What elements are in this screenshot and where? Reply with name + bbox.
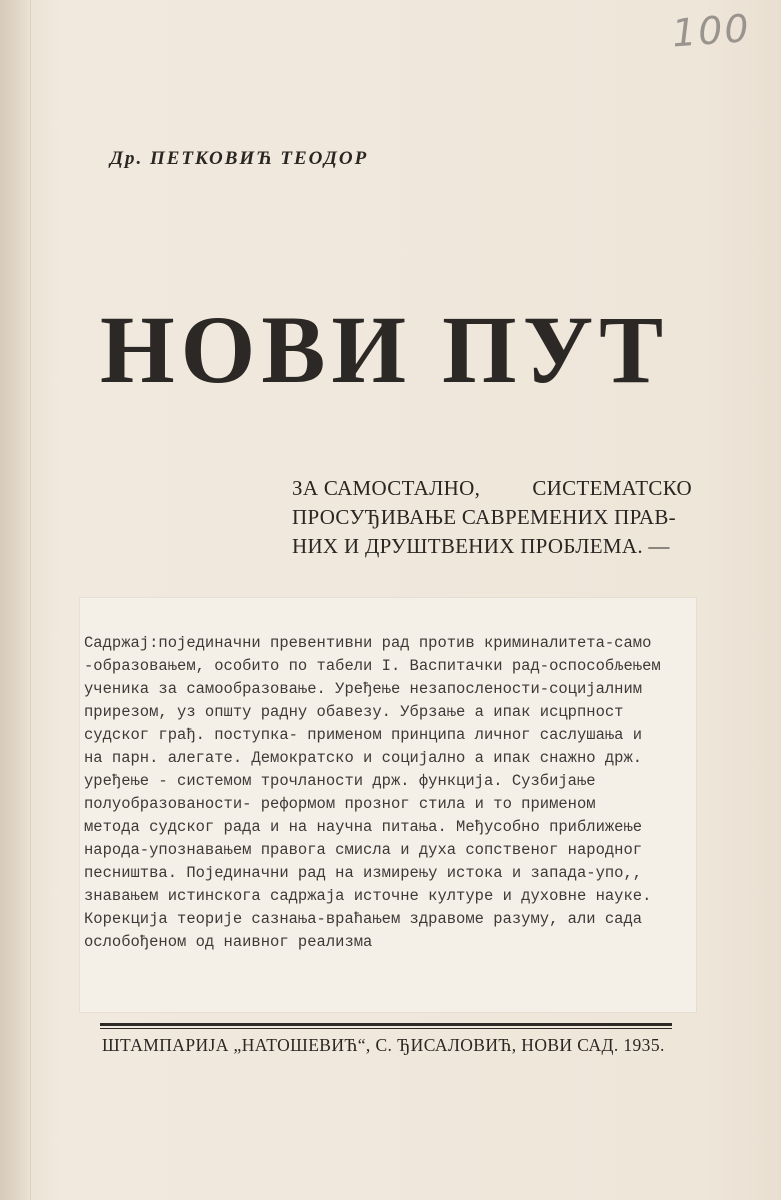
binding-edge — [0, 0, 31, 1200]
subtitle — [292, 474, 692, 564]
book-title: НОВИ ПУТ — [100, 296, 670, 403]
subtitle-line-1 — [292, 474, 692, 503]
contents-line: на парн. алегате. Демократско и социјално а ипак снажно држ. — [84, 749, 643, 767]
pasted-contents-slip — [80, 598, 696, 1012]
contents-line: -образовањем, особито по табели I. Васпитачки рад-оспособљењем — [84, 657, 661, 675]
contents-line: ученика за самообразовање. Уређење незапослености-социјалним — [84, 680, 643, 698]
contents-line: ослобођеном од наивног реализма — [84, 933, 373, 951]
contents-line: прирезом, уз општу радну обавезу. Убрзање а ипак исцрпност — [84, 703, 624, 721]
contents-text — [84, 632, 694, 962]
contents-line: полуобразованости- реформом прозног стила и то применом — [84, 795, 596, 813]
subtitle-line-1-part-2: СИСТЕМАТСКО — [532, 476, 692, 500]
subtitle-line-1-part-1: ЗА САМОСТАЛНО, — [292, 476, 481, 500]
contents-line: метода судског рада и на научна питања. Међусобно приближење — [84, 818, 643, 836]
contents-line: песништва. Појединачни рад на измирењу истока и запада-упо,, — [84, 864, 643, 882]
printer-imprint: ШТАМПАРИЈА „НАТОШЕВИЋ“, С. ЂИСАЛОВИЋ, НОВИ САД. 1935. — [102, 1035, 665, 1055]
contents-line: Садржај:појединачни превентивни рад против криминалитета-само — [84, 634, 652, 652]
subtitle-line-3: НИХ И ДРУШТВЕНИХ ПРОБЛЕМА. — — [292, 534, 670, 558]
subtitle-line-2: ПРОСУЂИВАЊЕ САВРЕМЕНИХ ПРАВ- — [292, 505, 676, 529]
handwritten-page-mark: 100 — [670, 6, 752, 56]
contents-line: народа-упознавањем правога смисла и духа сопственог народног — [84, 841, 643, 859]
author-line: Др. ПЕТКОВИЋ ТЕОДОР — [110, 148, 369, 169]
contents-line: Корекција теорије сазнања-враћањем здравоме разуму, али сада — [84, 910, 643, 928]
contents-line: знавањем истинскога садржаја источне културе и духовне науке. — [84, 887, 652, 905]
contents-line: судског грађ. поступка- применом принципа личног саслушања и — [84, 726, 643, 744]
contents-line: уређење - системом трочланости држ. функција. Сузбијање — [84, 772, 596, 790]
imprint-rule-thick — [100, 1023, 672, 1026]
imprint-rule-thin — [100, 1028, 672, 1029]
